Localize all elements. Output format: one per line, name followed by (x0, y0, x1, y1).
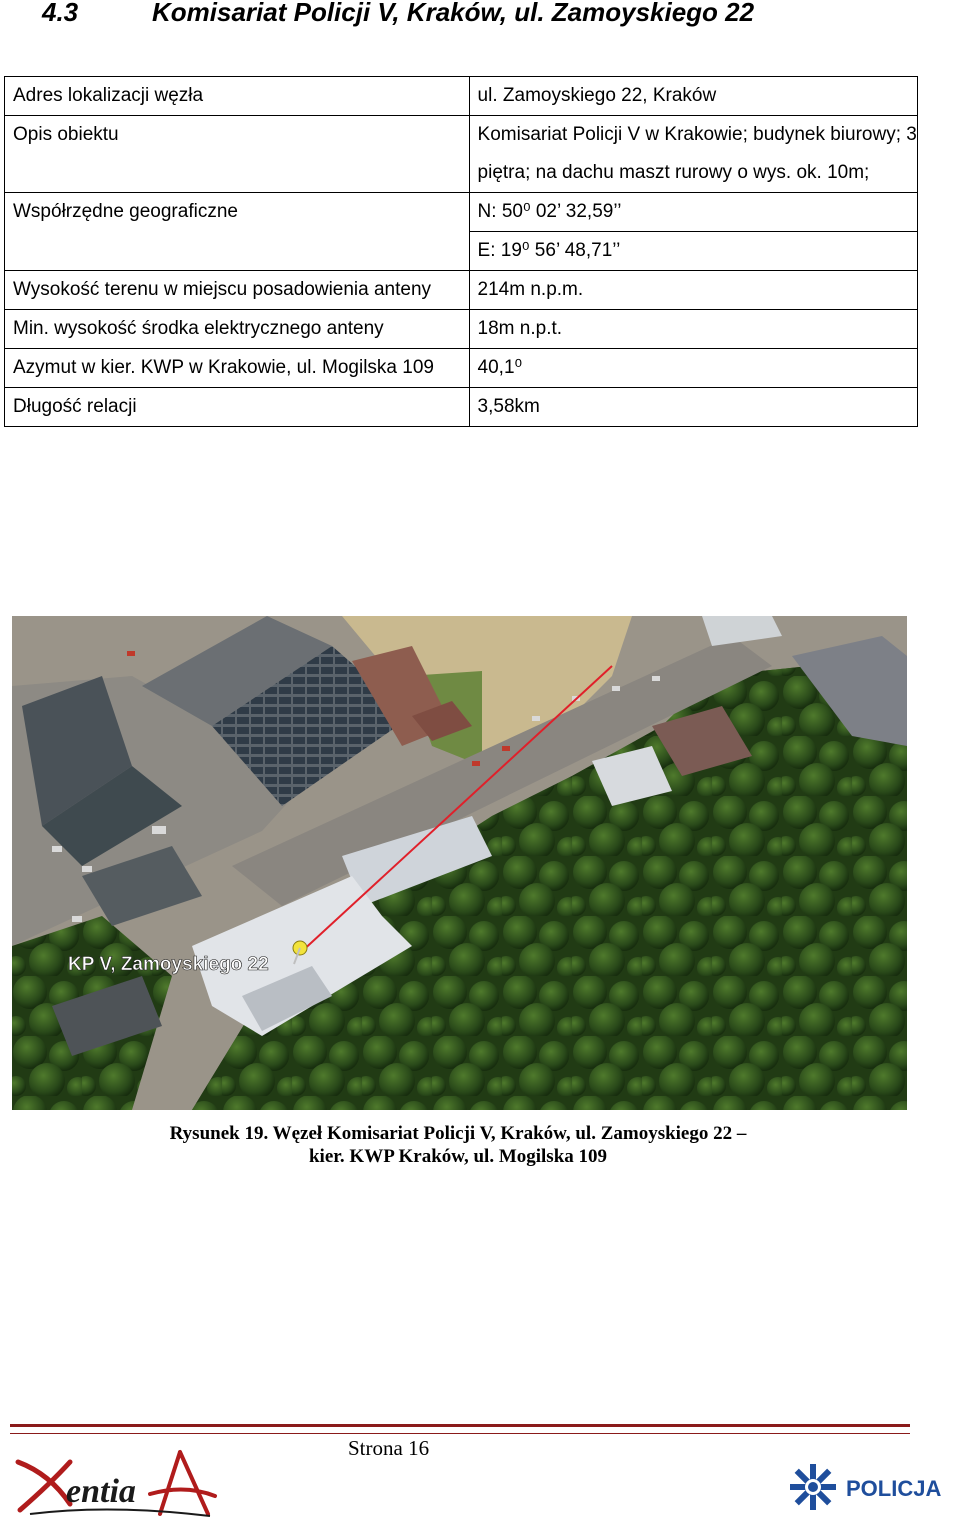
caption-line-2: kier. KWP Kraków, ul. Mogilska 109 (308, 1146, 608, 1167)
figure-caption (0, 1122, 916, 1168)
coords-n-value: N: 50⁰ 02’ 32,59’’ (469, 193, 917, 232)
length-label: Długość relacji (5, 388, 470, 427)
section-heading (42, 0, 754, 28)
azimuth-label: Azymut w kier. KWP w Krakowie, ul. Mogilska 109 (5, 349, 470, 388)
aerial-photo (12, 616, 907, 1110)
svg-text:entia: entia (66, 1473, 136, 1510)
xentia-logo (10, 1444, 220, 1520)
page-number: Strona 16 (348, 1436, 430, 1460)
description-value: Komisariat Policji V w Krakowie; budynek biurowy; 3 piętra; na dachu maszt rurowy o wys. ok. 10m; (469, 116, 917, 193)
terrain-value: 214m n.p.m. (469, 271, 917, 310)
terrain-label: Wysokość terenu w miejscu posadowienia anteny (5, 271, 470, 310)
section-title: Komisariat Policji V, Kraków, ul. Zamoyskiego 22 (152, 0, 755, 27)
description-label: Opis obiektu (5, 116, 470, 193)
caption-line-1: Rysunek 19. Węzeł Komisariat Policji V, Kraków, ul. Zamoyskiego 22 – (169, 1123, 747, 1144)
table-row (5, 349, 918, 388)
section-number: 4.3 (42, 0, 79, 27)
length-value: 3,58km (469, 388, 917, 427)
policja-logo (788, 1460, 956, 1516)
azimuth-value: 40,1⁰ (469, 349, 917, 388)
site-info-table (4, 76, 918, 427)
policja-text: POLICJA (846, 1476, 942, 1501)
police-star-icon (790, 1464, 836, 1510)
footer-rule (10, 1424, 910, 1434)
address-value: ul. Zamoyskiego 22, Kraków (469, 77, 917, 116)
table-row (5, 193, 918, 232)
table-row (5, 310, 918, 349)
table-row (5, 388, 918, 427)
antenna-height-value: 18m n.p.t. (469, 310, 917, 349)
address-label: Adres lokalizacji węzła (5, 77, 470, 116)
coords-e-value: E: 19⁰ 56’ 48,71’’ (469, 232, 917, 271)
table-row (5, 116, 918, 193)
table-row (5, 271, 918, 310)
pin-label: KP V, Zamoyskiego 22 (68, 954, 269, 975)
antenna-height-label: Min. wysokość środka elektrycznego anteny (5, 310, 470, 349)
coords-label: Współrzędne geograficzne (5, 193, 470, 271)
table-row (5, 77, 918, 116)
